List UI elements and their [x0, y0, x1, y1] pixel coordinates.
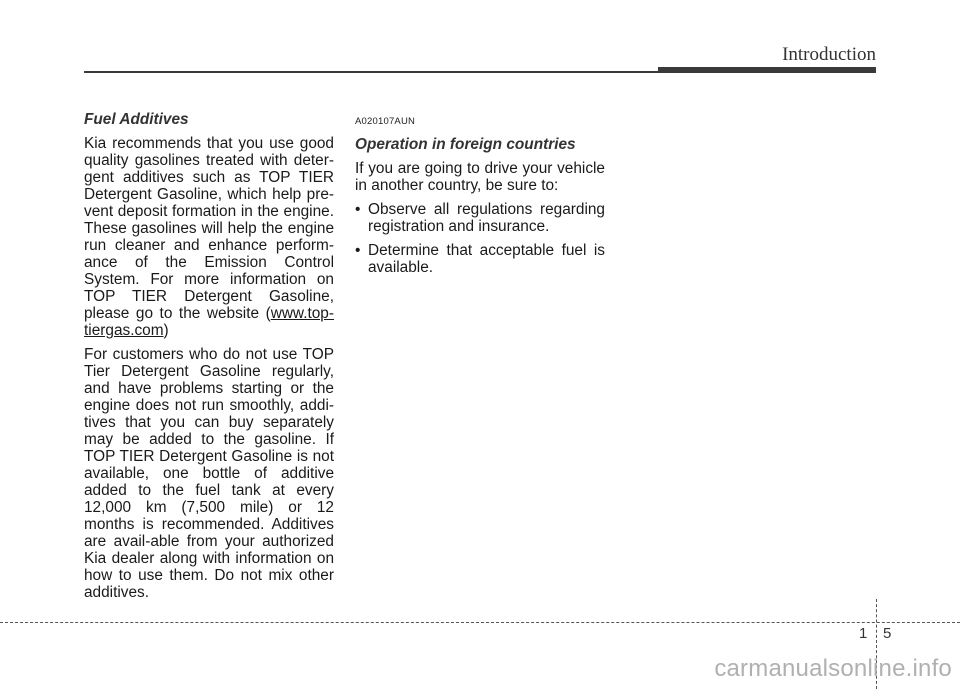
section-code: A020107AUN: [355, 116, 416, 127]
header-rule-accent: [658, 67, 876, 73]
website-link[interactable]: www.top-tiergas.com: [84, 305, 334, 339]
watermark: carmanualsonline.info: [714, 655, 952, 682]
paragraph-end: ): [163, 322, 169, 339]
bullet-icon: •: [355, 201, 361, 218]
additives-usage-paragraph: For customers who do not use TOP Tier Detergent Gasoline regularly, and have problems starting or the engine does not run smoothly, addi-tives that you can buy separately may be added to the gasoline. If TOP TIER Detergent Gasoline is not available, one bottle of additive added to the fuel tank at every 12,000 km (7,500 mile) or 12 months is recommended. Additives are avail-able from your authorized Kia dealer along with information on how to use them. Do not mix other additives.: [84, 346, 334, 601]
list-item: [355, 242, 605, 276]
paragraph-text: Kia recommends that you use good quality gasolines treated with deter-gent additives such as TOP TIER Detergent Gasoline, which help pre-vent deposit formation in the engine. These gasolines will help the engine run cleaner and enhance perform-ance of the Emission Control System. For more information on TOP TIER Detergent Gasoline, please go to the website (: [84, 135, 334, 322]
left-column: [84, 111, 334, 608]
list-item-text: Observe all regulations regarding registration and insurance.: [368, 201, 605, 235]
section-title: Introduction: [782, 44, 876, 65]
bullet-icon: •: [355, 242, 361, 259]
fuel-additives-heading: Fuel Additives: [84, 111, 189, 128]
fuel-additives-paragraph: [84, 135, 334, 339]
foreign-countries-intro: If you are going to drive your vehicle in another country, be sure to:: [355, 160, 605, 194]
foreign-countries-heading: Operation in foreign countries: [355, 136, 576, 153]
list-item: [355, 201, 605, 235]
list-item-text: Determine that acceptable fuel is available.: [368, 242, 605, 276]
page-number: 5: [883, 625, 892, 642]
footer-divider: [0, 622, 960, 623]
chapter-number: 1: [859, 625, 868, 642]
header-rule: [84, 71, 658, 73]
requirements-list: [355, 201, 605, 276]
right-column: [355, 111, 605, 283]
